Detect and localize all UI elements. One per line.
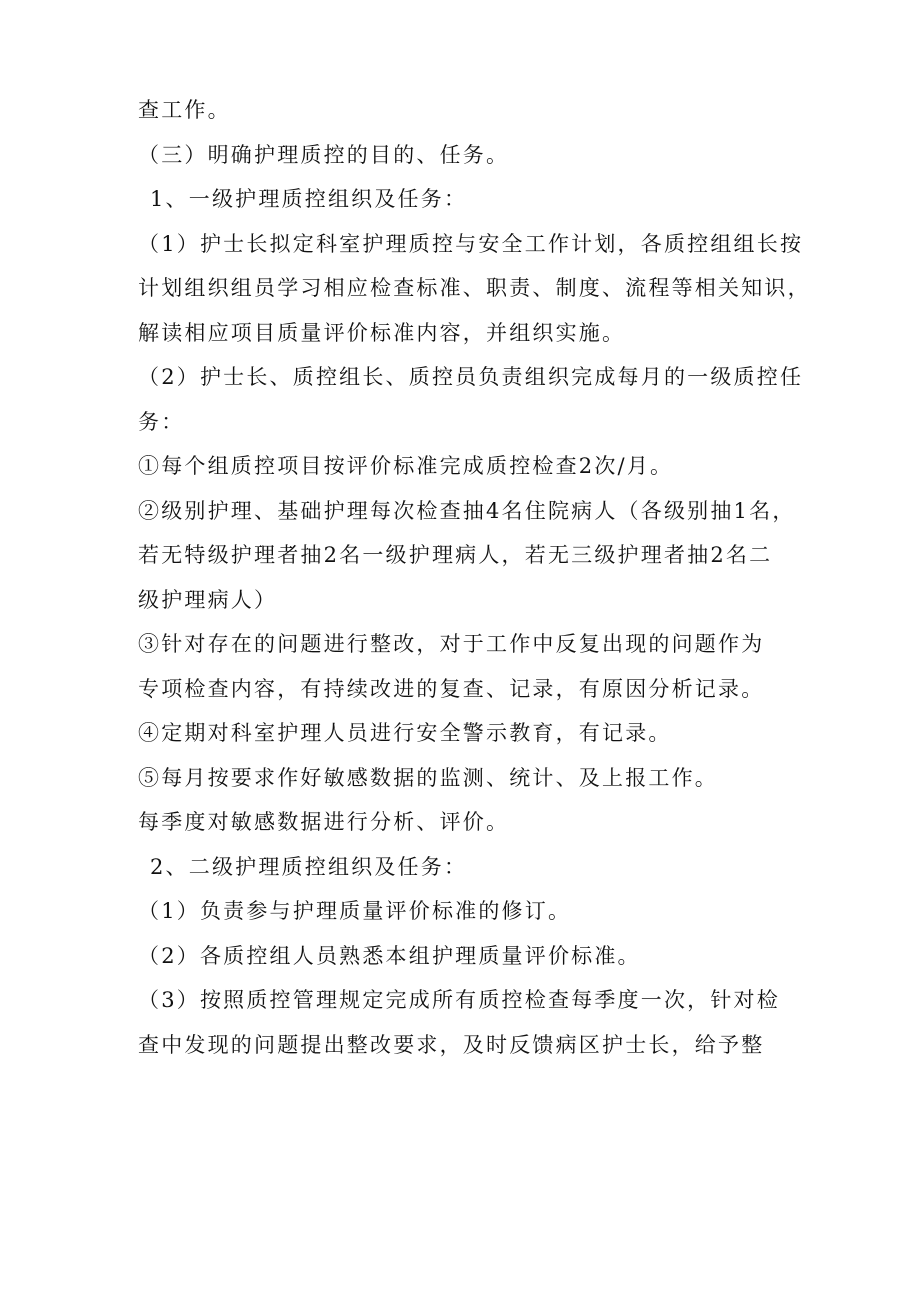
list-item-2: ②级别护理、基础护理每次检查抽4名住院病人（各级别抽1名， <box>138 498 796 523</box>
text-line-12: 级护理病人） <box>138 587 278 612</box>
subsection-heading-1: 1、一级护理质控组织及任务： <box>150 187 468 211</box>
text-line-17: 每季度对敏感数据进行分析、评价。 <box>138 810 510 834</box>
text-line-11: 若无特级护理者抽2名一级护理病人，若无三级护理者抽2名二 <box>138 543 773 567</box>
list-item-4: ④定期对科室护理人员进行安全警示教育，有记录。 <box>138 721 672 745</box>
text-line-22: 查中发现的问题提出整改要求，及时反馈病区护士长，给予整 <box>138 1032 765 1057</box>
list-item-1: ①每个组质控项目按评价标准完成质控检查2次/月。 <box>138 454 674 478</box>
text-line-6: 解读相应项目质量评价标准内容，并组织实施。 <box>138 320 626 345</box>
text-line-14: 专项检查内容，有持续改进的复查、记录，有原因分析记录。 <box>138 676 765 701</box>
subsection-heading-2: 2、二级护理质控组织及任务： <box>150 854 468 879</box>
text-line-5: 计划组织组员学习相应检查标准、职责、制度、流程等相关知识， <box>138 276 811 300</box>
document-body <box>138 88 811 1067</box>
text-line-8: 务： <box>138 409 185 434</box>
section-heading-3: （三）明确护理质控的目的、任务。 <box>138 142 510 167</box>
text-line-21: （3）按照质控管理规定完成所有质控检查每季度一次，针对检 <box>138 988 780 1012</box>
text-line-7: （2）护士长、质控组长、质控员负责组织完成每月的一级质控任 <box>138 365 804 389</box>
list-item-3: ③针对存在的问题进行整改，对于工作中反复出现的问题作为 <box>138 632 765 656</box>
text-line-20: （2）各质控组人员熟悉本组护理质量评价标准。 <box>138 943 641 968</box>
text-line-19: （1）负责参与护理质量评价标准的修订。 <box>138 899 572 923</box>
text-line-4: （1）护士长拟定科室护理质控与安全工作计划，各质控组组长按 <box>138 231 804 256</box>
list-item-5: ⑤每月按要求作好敏感数据的监测、统计、及上报工作。 <box>138 765 718 790</box>
text-line-1: 查工作。 <box>138 98 231 122</box>
